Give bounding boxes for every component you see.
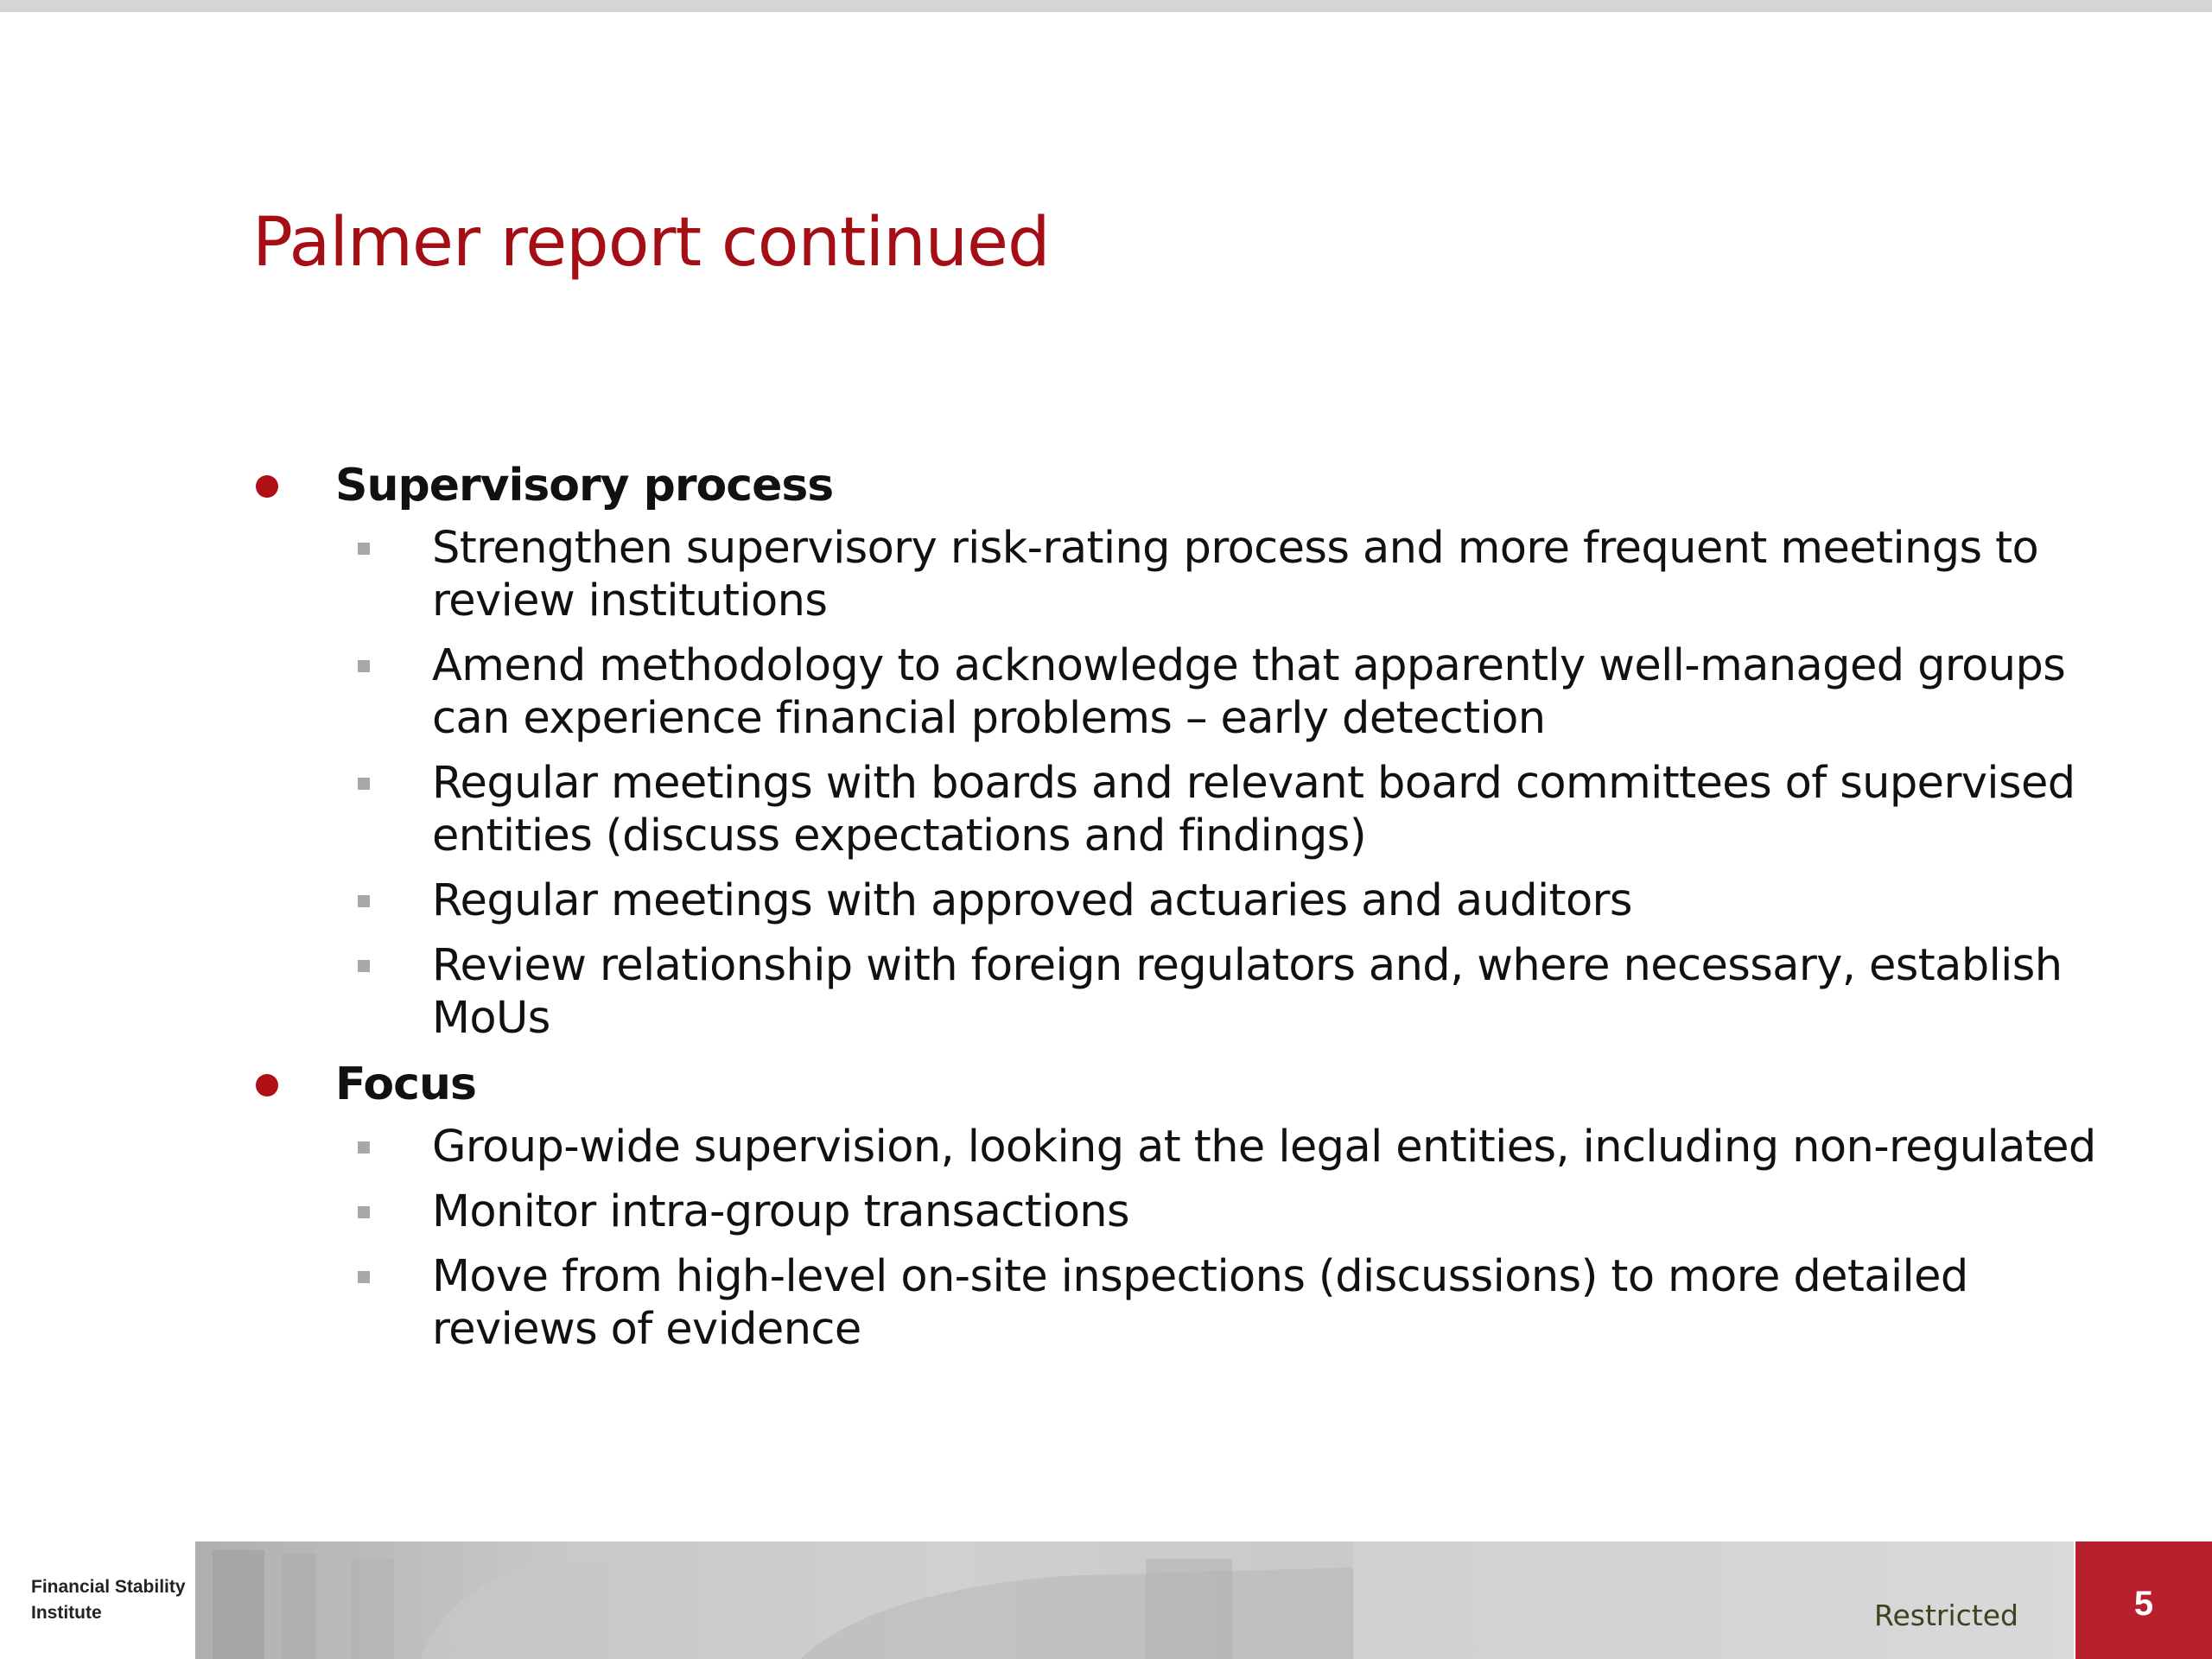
square-bullet-icon	[358, 543, 370, 555]
square-bullet-icon	[358, 778, 370, 790]
sub-bullet	[432, 1185, 2108, 1238]
sub-bullet	[432, 1250, 2108, 1356]
slide-content	[251, 458, 2108, 1368]
page-number-box	[2075, 1541, 2212, 1659]
sub-bullet	[432, 874, 2108, 927]
sub-bullet-text: Regular meetings with boards and relevant board committees of supervised entities (discuss expectations and findings)	[432, 758, 2075, 861]
sub-bullet-text: Move from high-level on-site inspections (discussions) to more detailed reviews of evidence	[432, 1251, 1968, 1355]
footer-building-image	[195, 1541, 2074, 1659]
sub-bullet	[432, 939, 2108, 1045]
sub-bullet	[432, 639, 2108, 745]
square-bullet-icon	[358, 1206, 370, 1218]
sub-bullet	[432, 522, 2108, 627]
sub-bullet-text: Monitor intra-group transactions	[432, 1186, 1129, 1237]
bullet-focus	[251, 1057, 2108, 1112]
square-bullet-icon	[358, 1271, 370, 1283]
square-bullet-icon	[358, 660, 370, 672]
bullet-supervisory-process	[251, 458, 2108, 513]
sub-bullet	[432, 1121, 2108, 1173]
logo-line-1: Financial Stability	[31, 1577, 186, 1597]
building-photo-icon	[195, 1541, 1353, 1659]
bullet-heading: Focus	[335, 1058, 476, 1110]
square-bullet-icon	[358, 895, 370, 907]
square-bullet-icon	[358, 960, 370, 972]
sub-bullet	[432, 757, 2108, 862]
square-bullet-icon	[358, 1141, 370, 1154]
top-bar	[0, 0, 2212, 12]
sub-bullet-text: Group-wide supervision, looking at the legal entities, including non-regulated	[432, 1122, 2096, 1173]
classification-label: Restricted	[1874, 1599, 2018, 1632]
fsi-logo	[0, 1541, 195, 1659]
sub-bullet-text: Review relationship with foreign regulators and, where necessary, establish MoUs	[432, 940, 2063, 1044]
logo-line-2: Institute	[31, 1603, 102, 1623]
bullet-heading: Supervisory process	[335, 460, 834, 512]
sub-bullet-text: Amend methodology to acknowledge that apparently well-managed groups can experience financial problems – early detection	[432, 640, 2066, 744]
bullet-dot-icon	[256, 475, 278, 498]
sub-bullet-text: Regular meetings with approved actuaries and auditors	[432, 875, 1632, 926]
sub-bullet-text: Strengthen supervisory risk-rating process and more frequent meetings to review institutions	[432, 523, 2039, 626]
slide-title: Palmer report continued	[252, 204, 1050, 282]
bullet-dot-icon	[256, 1074, 278, 1096]
logo-text	[31, 1574, 186, 1626]
slide-footer	[0, 1541, 2212, 1659]
page-number: 5	[2133, 1585, 2154, 1623]
